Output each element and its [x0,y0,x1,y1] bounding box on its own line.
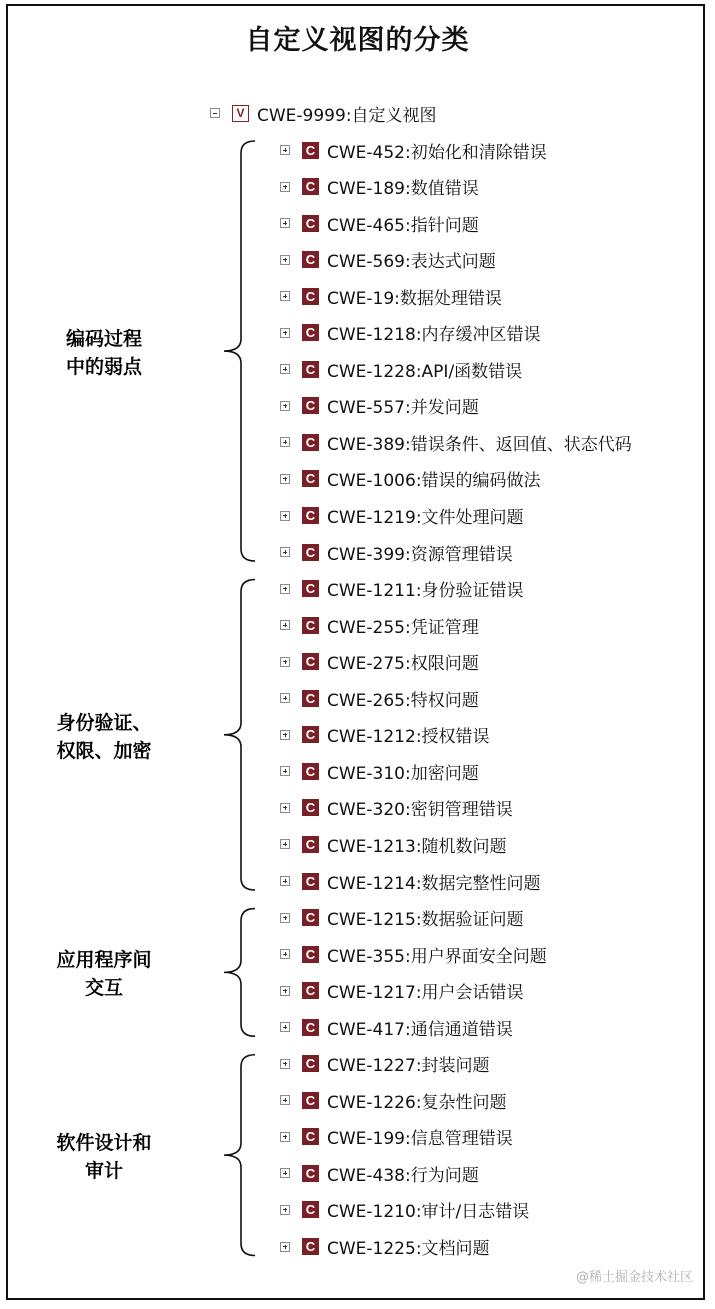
tree-item[interactable] [280,941,547,967]
tree-item-label: CWE-557:并发问题 [327,398,479,419]
tree-item-label: CWE-199:信息管理错误 [327,1129,513,1150]
expand-icon[interactable] [280,1132,290,1142]
tree-item-label: CWE-1213:随机数问题 [327,836,507,857]
category-badge-icon: C [302,544,319,561]
expand-icon[interactable] [280,693,290,703]
category-badge-icon: C [302,873,319,890]
tree-item-label: CWE-452:初始化和清除错误 [327,142,547,163]
expand-icon[interactable] [280,291,290,301]
tree-item[interactable] [280,1197,529,1223]
tree-item-label: CWE-1218:内存缓冲区错误 [327,325,541,346]
tree-item[interactable] [280,1014,513,1040]
tree-item[interactable] [280,174,479,200]
expand-icon[interactable] [280,730,290,740]
tree-item-label: CWE-19:数据处理错误 [327,288,502,309]
expand-icon[interactable] [280,182,290,192]
group-bracket [224,1055,255,1256]
tree-item-label: CWE-1214:数据完整性问题 [327,873,541,894]
category-badge-icon: C [302,690,319,707]
tree-item-label: CWE-1225:文档问题 [327,1239,490,1259]
group-label-line: 审计 [84,1160,123,1183]
category-badge-icon: C [302,617,319,634]
category-badge-icon: C [302,653,319,670]
tree-item[interactable] [280,905,524,931]
tree-item[interactable] [280,1051,490,1077]
category-badge-icon: C [302,580,319,597]
tree-item-label: CWE-465:指针问题 [327,215,479,236]
tree-item-label: CWE-189:数值错误 [327,179,479,200]
expand-icon[interactable] [280,1095,290,1105]
tree-item-label: CWE-1211:身份验证错误 [327,581,524,602]
group-label-line: 中的弱点 [65,356,142,378]
expand-icon[interactable] [280,949,290,959]
expand-icon[interactable] [280,145,290,155]
tree-item[interactable] [280,393,479,419]
expand-icon[interactable] [280,218,290,228]
group-bracket [224,141,255,561]
tree-item-label: CWE-438:行为问题 [327,1165,479,1186]
expand-icon[interactable] [280,474,290,484]
tree-item-label: CWE-1006:错误的编码做法 [327,471,541,492]
tree-item-label: CWE-1215:数据验证问题 [327,910,524,930]
group-label-line: 身份验证、 [56,711,152,734]
tree-root-label: CWE-9999:自定义视图 [257,105,437,126]
category-badge-icon: C [302,434,319,451]
category-badge-icon: C [302,324,319,341]
view-badge-icon: V [232,105,249,122]
tree-item[interactable] [280,247,496,273]
category-badge-icon: C [302,507,319,524]
tree-item-label: CWE-569:表达式问题 [327,252,496,273]
tree-item-label: CWE-320:密钥管理错误 [327,800,513,821]
expand-icon[interactable] [280,1059,290,1069]
group-label-line: 软件设计和 [56,1132,152,1155]
diagram-title: 自定义视图的分类 [245,25,470,56]
expand-icon[interactable] [280,511,290,521]
group-bracket [224,909,255,1037]
tree-item[interactable] [280,356,522,382]
tree-item[interactable] [280,1124,513,1150]
expand-icon[interactable] [280,986,290,996]
expand-icon[interactable] [280,1022,290,1032]
expand-icon[interactable] [280,364,290,374]
group-label [24,709,184,765]
category-badge-icon: C [302,1055,319,1072]
category-badge-icon: C [302,982,319,999]
tree-item-label: CWE-399:资源管理错误 [327,544,513,565]
category-badge-icon: C [302,1019,319,1036]
expand-icon[interactable] [280,437,290,447]
tree-item[interactable] [280,137,547,163]
tree-item[interactable] [280,503,524,529]
category-badge-icon: C [302,836,319,853]
category-badge-icon: C [302,397,319,414]
tree-item[interactable] [280,1087,507,1113]
tree-item[interactable] [280,576,524,602]
category-badge-icon: C [302,251,319,268]
expand-icon[interactable] [280,401,290,411]
tree-item[interactable] [280,831,507,857]
tree-item[interactable] [280,1234,490,1260]
tree-item-label: CWE-1217:用户会话错误 [327,983,524,1004]
watermark: @稀土掘金技术社区 [575,1270,693,1285]
group-label-line: 权限、加密 [56,739,152,762]
tree-item-label: CWE-389:错误条件、返回值、状态代码 [327,434,632,455]
tree-item[interactable] [280,429,632,455]
category-badge-icon: C [302,946,319,963]
expand-icon[interactable] [280,547,290,557]
expand-icon[interactable] [280,876,290,886]
tree-item-label: CWE-417:通信通道错误 [327,1019,513,1040]
expand-icon[interactable] [280,657,290,667]
expand-icon[interactable] [280,803,290,813]
tree-item[interactable] [280,685,479,711]
tree-item-label: CWE-1228:API/函数错误 [327,361,523,382]
expand-icon[interactable] [280,913,290,923]
tree-item[interactable] [280,283,502,309]
tree-item-label: CWE-310:加密问题 [327,763,479,784]
tree-item-label: CWE-355:用户界面安全问题 [327,946,547,967]
category-badge-icon: C [302,1238,319,1255]
category-badge-icon: C [302,1165,319,1182]
expand-icon[interactable] [280,1205,290,1215]
tree-item-label: CWE-1227:封装问题 [327,1056,490,1077]
tree-item[interactable] [280,868,541,894]
tree-item[interactable] [280,539,513,565]
tree-item[interactable] [280,1160,479,1186]
tree-item[interactable] [280,758,479,784]
group-bracket [224,580,255,890]
expand-icon[interactable] [280,584,290,594]
tree-item[interactable] [280,978,524,1004]
group-label [24,946,184,1002]
tree-item-label: CWE-265:特权问题 [327,690,479,711]
category-badge-icon: C [302,1128,319,1145]
category-badge-icon: C [302,470,319,487]
tree-item[interactable] [280,649,479,675]
tree-item[interactable] [280,722,490,748]
category-badge-icon: C [302,288,319,305]
tree-item-label: CWE-275:权限问题 [327,654,479,675]
expand-icon[interactable] [280,328,290,338]
expand-icon[interactable] [280,255,290,265]
category-badge-icon: C [302,909,319,926]
expand-icon[interactable] [280,620,290,630]
category-badge-icon: C [302,142,319,159]
tree-item-label: CWE-1226:复杂性问题 [327,1092,507,1113]
group-label-line: 交互 [84,977,123,1000]
group-label-line: 编码过程 [65,328,142,350]
expand-icon[interactable] [280,766,290,776]
expand-icon[interactable] [280,1168,290,1178]
tree-item[interactable] [280,320,541,346]
category-badge-icon: C [302,1201,319,1218]
category-badge-icon: C [302,726,319,743]
category-badge-icon: C [302,799,319,816]
tree-item[interactable] [280,795,513,821]
tree-item[interactable] [280,210,479,236]
tree-item-label: CWE-255:凭证管理 [327,617,479,638]
category-badge-icon: C [302,763,319,780]
tree-item[interactable] [280,466,541,492]
category-badge-icon: C [302,361,319,378]
tree-item-label: CWE-1210:审计/日志错误 [327,1202,530,1223]
group-label-line: 应用程序间 [56,949,152,972]
tree-item[interactable] [280,612,479,638]
expand-icon[interactable] [280,1242,290,1252]
tree-item-label: CWE-1212:授权错误 [327,727,490,748]
group-label [24,1129,184,1185]
category-badge-icon: C [302,178,319,195]
category-badge-icon: C [302,1092,319,1109]
tree-item-label: CWE-1219:文件处理问题 [327,508,524,528]
group-label [24,325,184,381]
category-badge-icon: C [302,215,319,232]
expand-icon[interactable] [280,839,290,849]
